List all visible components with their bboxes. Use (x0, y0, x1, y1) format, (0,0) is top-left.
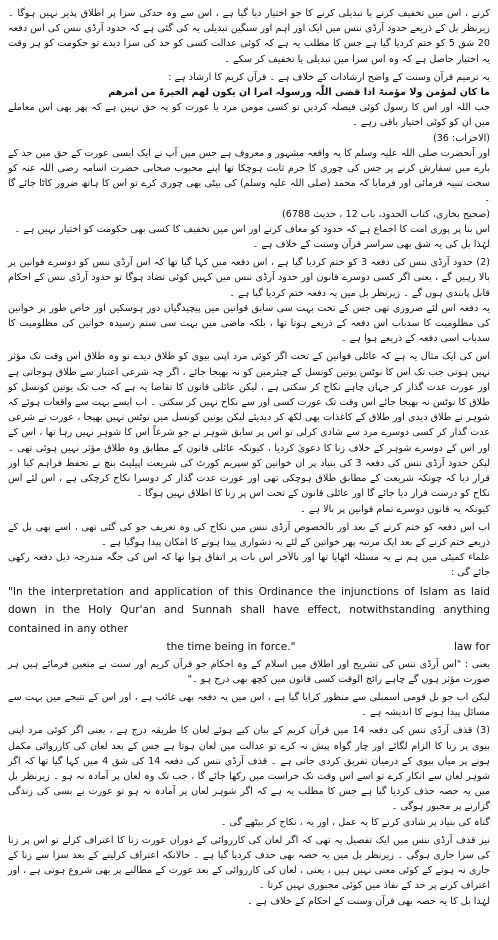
english-quote: "In the interpretation and application of this Ordinance the injunctions of Islam as laid down in the Holy Qur'an and Sunnah shall have effect, notwithstanding anything contained in any other (8, 585, 490, 635)
paragraph: لہٰذا بل کی یہ شق بھی سراسر قرآن وسنت کے خلاف ہے ۔ (252, 239, 490, 251)
english-quote-end: the time being in force." (166, 641, 296, 654)
reference: (صحیح بخاری، کتاب الحدود، باب 12 ، حدیث 6788) (281, 208, 490, 220)
english-quote-tail (8, 638, 490, 657)
paragraph: یہ ترمیم قرآن وسنت کے واضح ارشادات کے خلاف ہے ۔ قرآن کریم کا ارشاد ہے : (168, 71, 490, 83)
reference: (الاحزاب: 36) (432, 132, 490, 144)
quran-verse: ما کان لمؤمن ولا مؤمنۃ اذا قضی اللّٰہ ورسولہ امرا ان یکون لھم الخیرۃ من امرھم (108, 87, 490, 99)
paragraph: اس کی ایک مثال یہ ہے کہ عائلی قوانین کے تحت اگر کوئی مرد اپنی بیوی کو طلاق دیدے تو وہ طلاق اس وقت تک مؤثر نہیں ہوتی جب تک اس کا نوٹس یونین کونسل کے چیئرمین کو نہ بھیجا جائے ، اگر چہ شرعی اعتبار سے طلاق ہوجاتی ہے اور عورت عدت گذار کر جہاں چاہے نکاح کر سکتی ہے ، لیکن عائلی قانون کا تقاضا یہ ہے کہ جب تک یونین کونسل کو طلاق کا نوٹس نہ بھیجا جائے اس وقت تک عورت کسی اور سے نکاح نہیں کر سکتی ۔ اب ایسے بہت سے واقعات ہوئے کہ شوہر نے طلاق دیدی اور طلاق کے کاغذات بھی لکھ کر دیدیئے لیکن یونین کونسل میں نوٹس نہیں بھیجا ، عورت نے شرعی عدت گذار کر کسی دوسرے مرد سے شادی کرلی تو اس پر سابق شوہر نے جو شرعاً اس کا شوہر نہیں رہا تھا ، اس کے اور اس کے دوسرے شوہر کے خلاف زنا کا دعویٰ کردیا ، کیونکہ عائلی قانون کے مطابق وہ طلاق مؤثر نہیں ہوئی تھی ۔ لیکن حدود آرڈی ننس کی دفعہ 3 کی بنیاد پر ان خواتین کو سپریم کورٹ کی شریعت اپیلیٹ بنچ نے تحفظ فراہم کیا اور قرار دیا کہ چونکہ شریعت کے مطابق طلاق ہوچکی تھی اور عورت عدت گذار کر دوسرا نکاح کرچکی ہے ، اس لئے اس نکاح کو درست قرار دیا جائے گا اور عائلی قانون کے تحت اس پر زنا کا اطلاق نہیں ہوگا ۔ (8, 351, 490, 500)
paragraph: یہ دفعہ اس لئے ضروری تھی جس کے تحت بہت سی سابق قوانین میں پیچیدگیاں دور ہوسکیں اور خاص طور پر خواتین کی مظلومیت کا سدباب اس دفعہ کے ذریعے ہوتا تھا ، بلکہ ماضی میں بہت سی ستم رسیدہ خواتین کی مظلومیت کا سدباب اسی دفعہ کے ذریعے ہوا ہے ۔ (8, 302, 490, 345)
paragraph: لیکن اب جو بل قومی اسمبلی سے منظور کرایا گیا ہے ، اس میں یہ دفعہ بھی غائب ہے ، اور اس کے نتیجے میں بہت سے مسائل پیدا ہونے کا اندیشہ ہے ۔ (8, 691, 490, 719)
paragraph: علماء کمیٹی میں ہم نے یہ مسئلہ اٹھایا تھا اور بالآخر اس بات پر اتفاق ہوا تھا کہ اس کی جگہ مندرجہ ذیل دفعہ رکھی جائے گی : (8, 552, 490, 579)
paragraph: نیز قذف آرڈی ننس میں ایک تفصیل یہ تھی کہ اگر لعان کی کارروائی کے دوران عورت زنا کا اعتراف کرلے تو اس پر زنا کی سزا جاری ہوگی ۔ زیرنظر بل میں یہ حصہ بھی حذف کردیا گیا ہے ۔ حالانکہ اعتراف کرلینے کے بعد سزا سے زنا کے جاری نہ ہونے کے کوئی معنی نہیں ہیں ، یعنی ، لعان کی کارروائی کے بعد عورت کے مطالبے پر بھی شروع ہوتی ہے ، اور اعتراف کرنے پر حد کے نفاذ میں کوئی مجبوری نہیں کرتا ۔ (8, 834, 490, 892)
paragraph: کرنے ، اس میں تخفیف کرنے یا تبدیلی کرنے کا جو اختیار دیا گیا ہے ، اس سے وہ حدکی سزا پر اطلاق پذیر نہیں ہوگا ۔ زیرنظر بل کے ذریعے حدود آرڈی ننس میں ایک اور اہم اور سنگین تبدیلی یہ کی گئی ہے کہ حدود آرڈی ننس کی اس دفعہ 20 شق 5 کو ختم کردیا گیا ہے جس کا مطلب یہ ہے کہ کوئی عدالت کسی کو حد کی سزا دیدے تو حکومت کو ہر وقت یہ اختیار حاصل ہے کہ وہ اس سزا میں تبدیلی یا تخفیف کر سکے ۔ (8, 8, 490, 65)
paragraph: یعنی : "اس آرڈی ننس کی تشریح اور اطلاق میں اسلام کے وہ احکام جو قرآن کریم اور سنت نے متعین فرمائے ہیں ہر صورت مؤثر ہوں گے چاہے رائج الوقت کسی قانون میں کچھ بھی درج ہو ۔" (8, 658, 490, 685)
english-quote-law: law for (453, 641, 490, 654)
paragraph: (3) قذف آرڈی ننس کی دفعہ 14 میں قرآن کریم کے بیان کیے ہوئے لعان کا طریقہ درج ہے ، یعنی اگر کوئی مرد اپنی بیوی پر زنا کا الزام لگائے اور چار گواہ پیش نہ کرے تو عدالت میں لعان ہوتا ہے جس کے بعد لعان کی کارروائی مکمل ہونے پر میاں بیوی کے درمیان تفریق کردی جاتی ہے ۔ قذف آرڈی ننس کی دفعہ 14 کی شق 4 میں کہا گیا تھا کہ اگر شوہر لعان سے انکار کرے تو اسے اس وقت تک حراست میں رکھا جائے گا ، جب تک وہ لعان پر آمادہ نہ ہو ۔ زیرنظر بل میں یہ حصہ حذف کردیا گیا ہے جس کا مطلب یہ ہے کہ اگر شوہر لعان پر آمادہ نہ ہو تو عورت بے بسی کی زندگی گزارنے پر مجبور ہوگی ۔ (8, 725, 490, 813)
paragraph: لہٰذا بل کا یہ حصہ بھی قرآن وسنت کے احکام کے خلاف ہے ۔ (247, 895, 490, 907)
paragraph: گناہ کی بنیاد پر شادی کرنے کا یہ عمل ، اور یہ ، نکاح کر بیٹھے گی ۔ (220, 816, 490, 828)
paragraph: کیونکہ یہ قانون دوسرے تمام قوانین پر بالا ہے ۔ (300, 503, 490, 515)
paragraph: (2) حدود آرڈی ننس کی دفعہ 3 کو ختم کردیا گیا ہے ، اس دفعہ میں کہا گیا تھا کہ اس آرڈی ننس کو دوسرے قوانین پر بالا رہیں گے ، یعنی اگر کسی دوسرے قانون اور حدود آرڈی ننس میں کہیں کوئی تضاد ہوگا تو حدود آرڈی ننس کے احکام قابل پابندی ہوں گے ۔ زیرنظر بل میں یہ دفعہ ختم کردیا گیا ہے ۔ (8, 257, 490, 299)
paragraph: اس بنا پر پوری امت کا اجماع ہے کہ حدود کو معاف کرنے اور اس میں تخفیف کا کسی بھی حکومت کو اختیار نہیں ہے ۔ (14, 223, 490, 235)
paragraph: اب اس دفعہ کو ختم کرنے کے بعد اور بالخصوص آرڈی ننس میں نکاح کی وہ تعریف جو کی گئی تھی ، اسے بھی بل کے ذریعے ختم کرنے کے بعد ایک مرتبہ پھر خواتین کے لئے یہ دشواری پیدا ہونے کا امکان پیدا ہوگیا ہے ۔ (8, 521, 490, 548)
paragraph: جب اللہ اور اس کا رسول کوئی فیصلہ کردیں تو کسی مومن مرد یا عورت کو یہ حق نہیں ہے کہ پھر بھی اس معاملے میں ان کو کوئی اختیار باقی رہے ۔ (8, 102, 490, 129)
paragraph: اور آنحضرت صلی اللہ علیہ وسلم کا یہ واقعہ مشہور و معروف ہے جس میں آپ نے ایک ایسی عورت کے حق میں حد کے بارے میں سفارش کرنے پر جس کی چوری کا جرم ثابت ہوچکا تھا اپنے محبوب صحابی حضرت اسامہ رضی اللہ عنہ کو سخت تنبیہ فرمائی اور فرمایا کہ محمد (صلی اللہ علیہ وسلم) کی بیٹی بھی چوری کرے تو اس کا ہاتھ ضرور کاٹا جائے گا ۔ (8, 147, 490, 205)
